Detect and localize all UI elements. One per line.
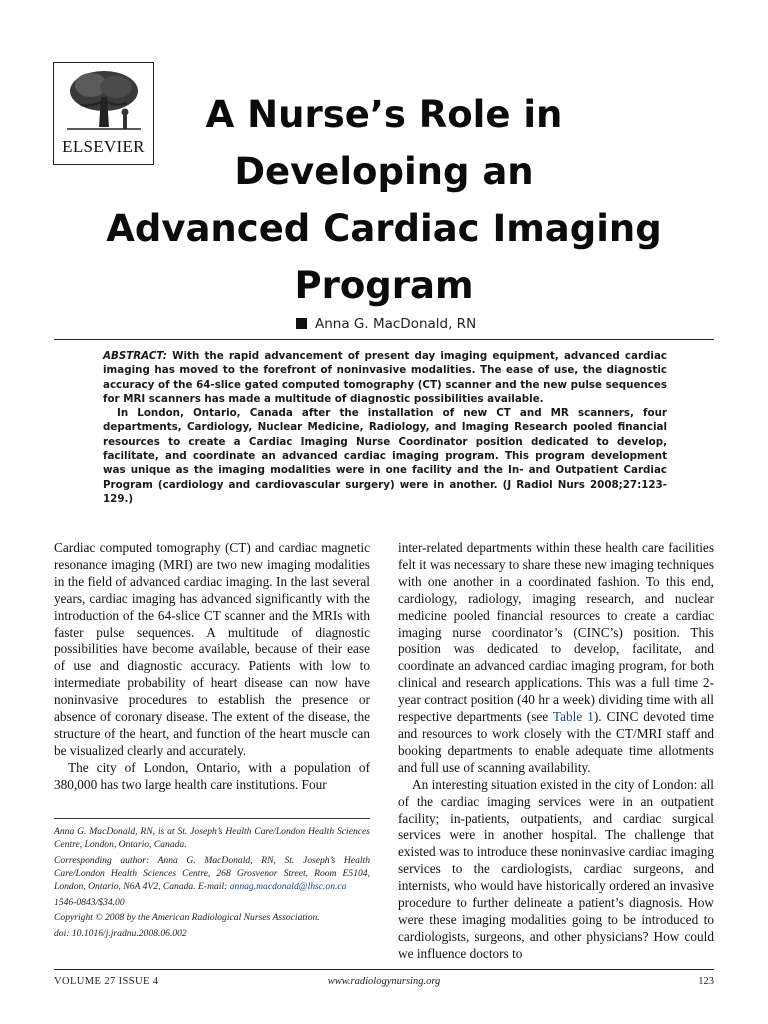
square-bullet-icon — [296, 318, 307, 329]
volume-issue: VOLUME 27 ISSUE 4 — [54, 976, 159, 987]
body-paragraph: An interesting situation existed in the city of London: all of the cardiac imaging services were in an outpatient facility; in-patients, outpatients, and cardiac surgical services were in another hospital. The challenge that existed was to introduce these noninvasive cardiac imaging services to the cardiologists, cardiac surgeons, and internists, who would have historically ordered an invasive procedure to further delineate a patient’s diagnosis. How were these imaging modalities going to be introduced to cardiologists, surgeons, and other physicians? How could we influence doctors to — [398, 776, 714, 961]
email-link[interactable]: annag.macdonald@lhsc.on.ca — [229, 880, 347, 892]
page-number: 123 — [698, 976, 714, 987]
title-line: Advanced Cardiac Imaging — [106, 207, 662, 250]
copyright-note: Copyright © 2008 by the American Radiological Nurses Association. — [54, 912, 320, 924]
title-line: Program — [294, 264, 474, 307]
abstract-label: ABSTRACT: — [103, 350, 167, 362]
author-line — [296, 316, 476, 332]
body-paragraph — [398, 540, 714, 777]
journal-url[interactable]: www.radiologynursing.org — [327, 976, 441, 987]
correspondence-text: Corresponding author: Anna G. MacDonald, RN, St. Joseph’s Health Care/London Health Sciences Centre, 268 Grosvenor Street, Room E5104, London, Ontario, N6A 4V2, Canada. E-mail: — [54, 854, 370, 892]
abstract-paragraph: In London, Ontario, Canada after the installation of new CT and MR scanners, four departments, Cardiology, Nuclear Medicine, Radiology, and Imaging Research pooled financial resources to create a Cardiac Imaging Nurse Coordinator position dedicated to develop, facilitate, and coordinate an advanced cardiac imaging program. This program development was unique as the imaging modalities were in one facility and the In- and Outpatient Cardiac Program (cardiology and cardiovascular surgery) were in another. (J Radiol Nurs 2008;27:123-129.) — [103, 407, 667, 505]
header-divider — [54, 339, 714, 340]
table-1-link[interactable]: Table 1 — [552, 709, 594, 725]
footer-divider — [54, 969, 714, 970]
price-note: 1546-0843/$34.00 — [54, 896, 125, 908]
abstract — [103, 349, 667, 506]
body-text: ). CINC devoted time and resources to work closely with the CT/MRI staff and booking departments to enable adequate time allotments and full use of scanning availability. — [398, 709, 714, 775]
abstract-paragraph — [103, 349, 667, 406]
affiliation-note: Anna G. MacDonald, RN, is at St. Joseph’s Health Care/London Health Sciences Centre, London, Ontario, Canada. — [54, 826, 370, 850]
title-line: Developing an — [234, 150, 534, 193]
correspondence-note — [54, 855, 370, 894]
right-column — [398, 540, 714, 963]
logo-wordmark: ELSEVIER — [62, 137, 145, 156]
article-title — [100, 86, 668, 314]
body-paragraph: Cardiac computed tomography (CT) and cardiac magnetic resonance imaging (MRI) are two new imaging modalities in the field of advanced cardiac imaging. In the last several years, cardiac imaging has advanced significantly with the introduction of the 64-slice CT scanner and the MRIs with faster pulse sequences. A multitude of diagnostic possibilities have become available, because of their ease of use and diagnostic accuracy. Patients with low to intermediate probability of heart disease can now have noninvasive procedures to establish the presence or absence of coronary disease. The extent of the disease, the structure of the heart, and function of the heart muscle can be visualized clearly and accurately. — [54, 540, 370, 758]
left-column — [54, 540, 370, 794]
body-text: inter-related departments within these health care facilities felt it was necessary to share these new imaging techniques with one another in a coordinated fashion. To this end, cardiology, radiology, imaging research, and nuclear medicine pooled financial resources to create a cardiac imaging nurse coordinator’s (CINC’s) position. This position was dedicated to develop, facilitate, and coordinate an advanced cardiac imaging program, for both clinical and research applications. This was a full time 2-year contract position (40 hr a week) dividing time with all respective departments (see — [398, 540, 714, 725]
doi-note: doi: 10.1016/j.jradnu.2008.06.002 — [54, 928, 187, 940]
author-notes — [54, 826, 370, 944]
abstract-text: With the rapid advancement of present day imaging equipment, advanced cardiac imaging has moved to the forefront of noninvasive modalities. The ease of use, the diagnostic accuracy of the 64-slice gated computed tomography (CT) scanner and the new pulse sequences for MRI scanners has made a multitude of diagnostic possibilities available. — [103, 350, 667, 405]
title-line: A Nurse’s Role in — [205, 93, 563, 136]
body-paragraph: The city of London, Ontario, with a population of 380,000 has two large health care institutions. Four — [54, 759, 370, 792]
footnote-divider — [54, 818, 370, 819]
author-name: Anna G. MacDonald, RN — [315, 316, 477, 332]
